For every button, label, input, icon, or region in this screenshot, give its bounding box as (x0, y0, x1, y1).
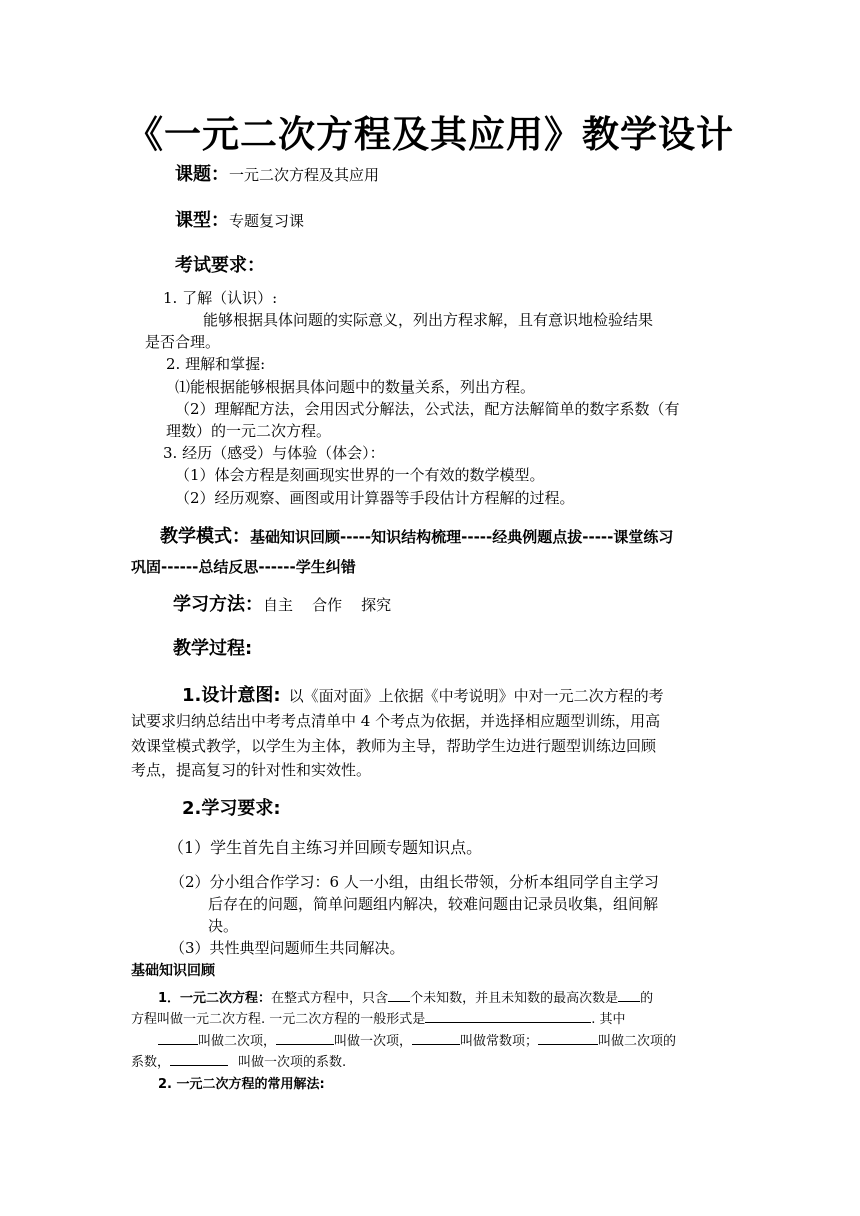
exam-item-2-b1: （2）理解配方法，会用因式分解法，公式法，配方法解简单的数字系数（有 (175, 400, 680, 418)
blank-line (412, 1031, 460, 1045)
exam-item-1: 1. 了解（认识）: (163, 289, 278, 307)
topic-value: 一元二次方程及其应用 (229, 166, 380, 184)
intent-row (182, 681, 664, 707)
text-segment: 叫做常数项； (460, 1034, 539, 1049)
requirement-3: （3）共性典型问题师生共同解决。 (170, 939, 405, 957)
exam-item-2-b2: 理数）的一元二次方程。 (166, 422, 332, 440)
basics-point-1-line-2 (131, 1009, 626, 1030)
text-segment: 方程叫做一元二次方程. 一元二次方程的一般形式是 (131, 1012, 426, 1027)
basics-point-2: 2. 一元二次方程的常用解法: (158, 1077, 325, 1092)
text-segment: 叫做二次项， (198, 1034, 277, 1049)
type-row (175, 206, 304, 232)
method-value: 自主 合作 探究 (263, 596, 392, 614)
method-row (173, 590, 391, 616)
text-segment: 系数， (131, 1055, 171, 1070)
intent-line-1: 以《面对面》上依据《中考说明》中对一元二次方程的考 (288, 687, 664, 705)
blank-line (276, 1031, 334, 1045)
exam-item-3-a: （1）体会方程是刻画现实世界的一个有效的数学模型。 (175, 466, 545, 484)
mode-line-2: 巩固------总结反思------学生纠错 (131, 558, 356, 576)
method-label: 学习方法： (173, 594, 263, 615)
mode-row (160, 522, 673, 548)
mode-line-1: 基础知识回顾-----知识结构梳理-----经典例题点拔-----课堂练习 (250, 528, 674, 546)
requirement-2-a: （2）分小组合作学习：6 人一小组，由组长带领，分析本组同学自主学习 (170, 873, 659, 891)
blank-line (170, 1052, 228, 1066)
intent-line-2: 试要求归纳总结出中考考点清单中 4 个考点为依据，并选择相应题型训练，用高 (131, 712, 661, 730)
exam-item-3: 3. 经历（感受）与体验（体会）： (163, 444, 385, 462)
text-segment: . 其中 (591, 1012, 626, 1027)
exam-item-1-text-a: 能够根据具体问题的实际意义，列出方程求解，且有意识地检验结果 (203, 311, 654, 329)
exam-item-1-text-b: 是否合理。 (145, 333, 221, 351)
requirement-2-c: 决。 (208, 917, 239, 935)
exam-item-2: 2. 理解和掌握: (166, 355, 266, 373)
blank-line (158, 1031, 198, 1045)
text-segment: 叫做一次项， (334, 1034, 413, 1049)
blank-line (388, 988, 410, 1002)
requirements-label: 2.学习要求: (182, 798, 281, 819)
text-segment: 叫做二次项的 (598, 1034, 677, 1049)
exam-label: 考试要求： (175, 255, 265, 276)
process-label: 教学过程: (173, 638, 253, 659)
intent-label: 1.设计意图: (182, 685, 281, 706)
text-segment: 个未知数，并且未知数的最高次数是 (410, 991, 619, 1006)
basics-label: 基础知识回顾 (131, 963, 215, 979)
text-segment: 叫做一次项的系数. (238, 1055, 347, 1070)
intent-line-4: 考点，提高复习的针对性和实效性。 (131, 761, 372, 779)
requirement-2-b: 后存在的问题，简单问题组内解决，较难问题由记录员收集，组间解 (208, 895, 659, 913)
text-segment: 的 (640, 991, 654, 1006)
basics-point-1-line-1 (158, 988, 653, 1009)
type-label: 课型： (175, 210, 229, 231)
text-segment: 在整式方程中，只含 (271, 991, 389, 1006)
mode-label: 教学模式： (160, 526, 250, 547)
topic-row (175, 160, 379, 186)
basics-point-1-line-4 (131, 1052, 346, 1073)
intent-line-3: 效课堂模式教学，以学生为主体，教师为主导，帮助学生边进行题型训练边回顾 (131, 737, 657, 755)
basics-point-1-line-3 (158, 1031, 676, 1052)
exam-item-2-a: ⑴能根据能够根据具体问题中的数量关系，列出方程。 (175, 378, 536, 396)
blank-line (425, 1009, 591, 1023)
exam-item-3-b: （2）经历观察、画图或用计算器等手段估计方程解的过程。 (175, 489, 575, 507)
topic-label: 课题： (175, 164, 229, 185)
blank-line (538, 1031, 598, 1045)
type-value: 专题复习课 (229, 212, 305, 230)
document-title: 《一元二次方程及其应用》教学设计 (126, 113, 734, 156)
requirement-1: （1）学生首先自主练习并回顾专题知识点。 (168, 838, 483, 857)
blank-line (618, 988, 640, 1002)
basics-point-1-label: 1．一元二次方程： (158, 991, 272, 1006)
